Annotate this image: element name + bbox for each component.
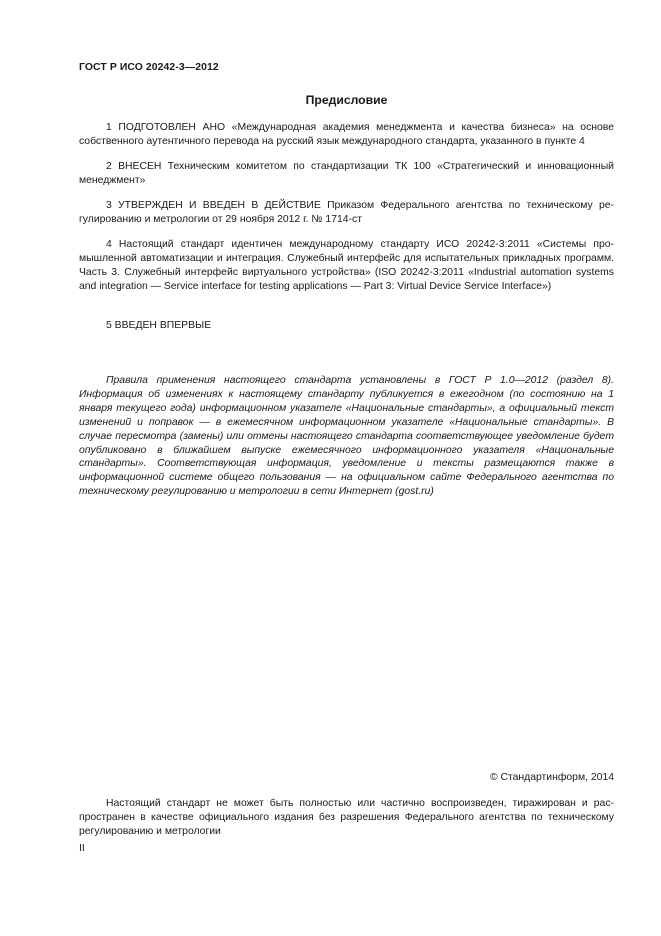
paragraph-3-approved: 3 УТВЕРЖДЕН И ВВЕДЕН В ДЕЙСТВИЕ Приказом Федерального агентства по техническому регулированию и метрологии от 29 ноября 2012 г. № 1714-ст [79, 200, 614, 225]
paragraph-5-first-introduced: 5 ВВЕДЕН ВПЕРВЫЕ [106, 320, 212, 331]
paragraph-2-introduced: 2 ВНЕСЕН Техническим комитетом по стандартизации ТК 100 «Стратегический и инновационный менеджмент» [79, 161, 614, 186]
application-rules-note: Правила применения настоящего стандарта установлены в ГОСТ Р 1.0—2012 (раздел 8). Информация об изменениях к настоящему стандарту публикуется в ежегодном (по состоянию на 1 января текущего года) информационном указателе «Национальные стандарты», а официальный текст изменений и поправок — в ежемесячном информационном указателе «Национальные стандарты». В случае пересмотра (замены) или отмены настоящего стандарта соответствующее уведомление будет опубликовано в ближайшем выпуске ежемесячного информационного указателя «Национальные стандарты». Соответствующая информация, уведомление и тексты размещаются также в информационной системе общего пользования — на официальном сайте Федерального агентства по техническому регулированию и метрологии в сети Интернет (gost.ru) [79, 375, 614, 498]
paragraph-4-identical: 4 Настоящий стандарт идентичен международному стандарту ИСО 20242-3:2011 «Системы промышленной автоматизации и интеграция. Служебный интерфейс для испытательных прикладных программ. Часть 3. Служебный интерфейс виртуального устройства» (ISO 20242-3:2011 «Industrial automation systems and integration — Service interface for testing applications — Part 3: Virtual Device Service Interface») [79, 239, 614, 292]
copyright-line: © Стандартинформ, 2014 [489, 772, 614, 783]
page-number: II [79, 843, 85, 854]
standard-id-header: ГОСТ Р ИСО 20242-3—2012 [79, 62, 219, 73]
page-title: Предисловие [305, 93, 388, 107]
paragraph-1-prepared: 1 ПОДГОТОВЛЕН АНО «Международная академия менеджмента и качества бизнеса» на основе собственного аутентичного перевода на русский язык международного стандарта, указанного в пункте 4 [79, 122, 614, 147]
legal-notice: Настоящий стандарт не может быть полностью или частично воспроизведен, тиражирован и распространен в качестве официального издания без разрешения Федерального агентства по техническому регулированию и метрологии [79, 798, 614, 837]
